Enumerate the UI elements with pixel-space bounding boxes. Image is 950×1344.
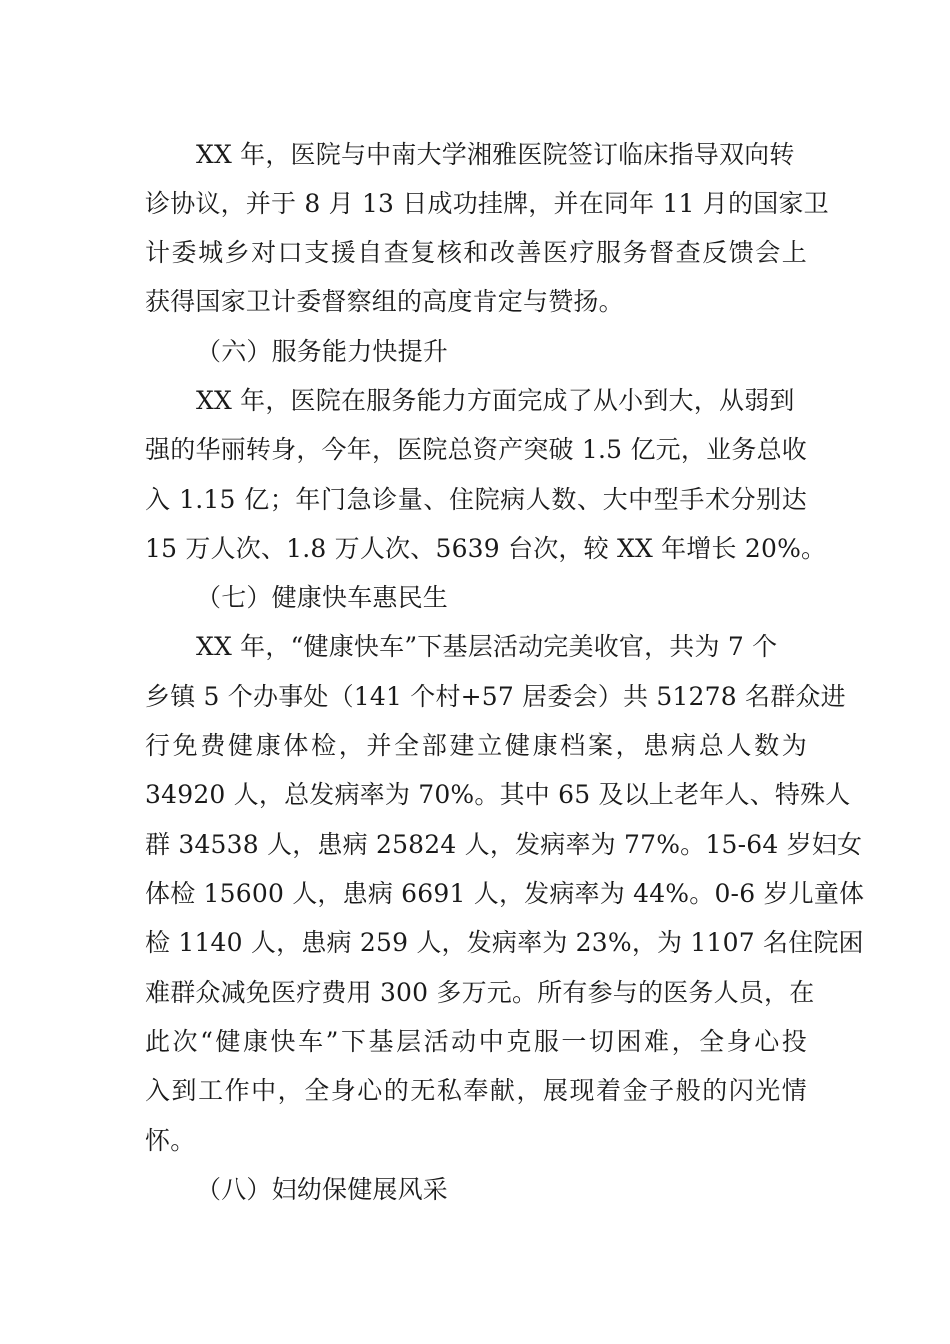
paragraph-line: 34920 人，总发病率为 70%。其中 65 及以上老年人、特殊人 xyxy=(145,780,851,809)
paragraph-line: 15 万人次、1.8 万人次、5639 台次，较 XX 年增长 20%。 xyxy=(145,534,827,563)
paragraph-line: 入到工作中，全身心的无私奉献，展现着金子般的闪光情 xyxy=(145,1076,807,1105)
paragraph-line: 怀。 xyxy=(145,1126,196,1155)
section-heading: （八）妇幼保健展风采 xyxy=(196,1175,449,1204)
paragraph-line: 体检 15600 人，患病 6691 人，发病率为 44%。0-6 岁儿童体 xyxy=(145,879,865,908)
paragraph-line: 强的华丽转身，今年，医院总资产突破 1.5 亿元，业务总收 xyxy=(145,435,807,464)
paragraph-line: XX 年，“健康快车”下基层活动完美收官，共为 7 个 xyxy=(196,632,778,661)
paragraph-line: 获得国家卫计委督察组的高度肯定与赞扬。 xyxy=(145,287,624,316)
section-heading: （六）服务能力快提升 xyxy=(196,337,449,366)
paragraph-line: XX 年，医院与中南大学湘雅医院签订临床指导双向转 xyxy=(196,140,795,169)
section-heading: （七）健康快车惠民生 xyxy=(196,583,449,612)
paragraph-line: 乡镇 5 个办事处（141 个村+57 居委会）共 51278 名群众进 xyxy=(145,682,846,711)
paragraph-line: 难群众减免医疗费用 300 多万元。所有参与的医务人员，在 xyxy=(145,978,815,1007)
paragraph-line: 检 1140 人，患病 259 人，发病率为 23%，为 1107 名住院困 xyxy=(145,928,864,957)
paragraph-line: 行免费健康体检，并全部建立健康档案，患病总人数为 xyxy=(145,731,807,760)
paragraph-line: 计委城乡对口支援自查复核和改善医疗服务督查反馈会上 xyxy=(145,238,807,267)
paragraph-line: 此次“健康快车”下基层活动中克服一切困难，全身心投 xyxy=(145,1027,807,1056)
paragraph-line: 入 1.15 亿；年门急诊量、住院病人数、大中型手术分别达 xyxy=(145,485,807,514)
paragraph-line: 诊协议，并于 8 月 13 日成功挂牌，并在同年 11 月的国家卫 xyxy=(145,189,829,218)
paragraph-line: 群 34538 人，患病 25824 人，发病率为 77%。15-64 岁妇女 xyxy=(145,830,863,859)
paragraph-line: XX 年，医院在服务能力方面完成了从小到大，从弱到 xyxy=(196,386,795,415)
